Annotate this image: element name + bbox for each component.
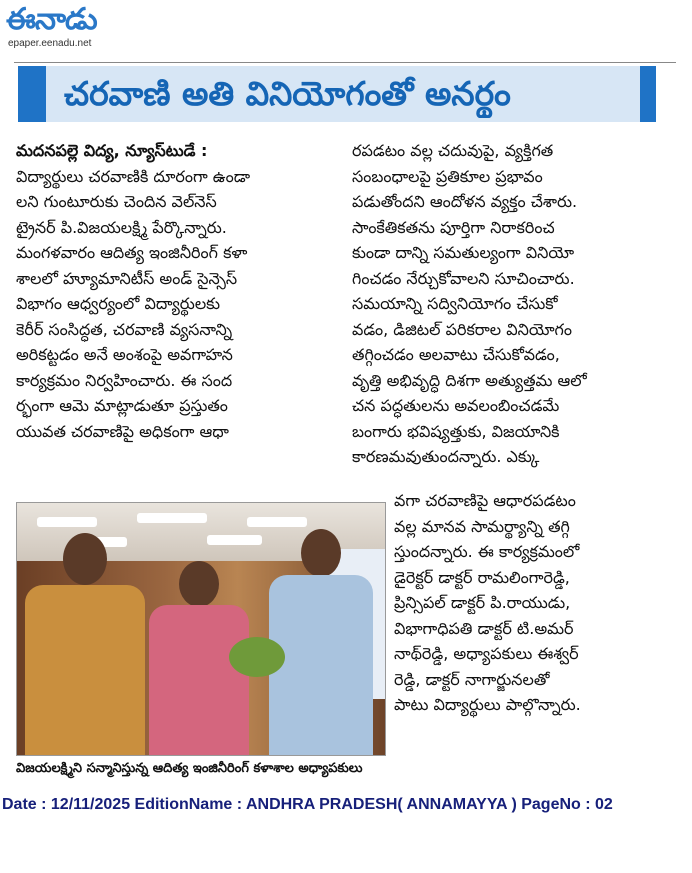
text-line: కుండా దాన్ని సమతుల్యంగా వినియో [352,243,575,262]
text-line: స్తుందన్నారు. ఈ కార్యక్రమంలో [394,542,580,561]
article-photo [16,502,386,756]
person-left [25,533,145,755]
text-line: ప్రిన్సిపల్ డాక్టర్ పి.రాయుడు, [394,593,571,612]
masthead-logo [6,2,146,52]
top-divider [14,62,676,63]
article-byline: మదనపల్లె విద్య, న్యూస్‌టుడే : [16,141,208,160]
text-line: రెడ్డి, డాక్టర్ నాగార్జునలతో [394,669,550,689]
edition-footer: Date : 12/11/2025 EditionName : ANDHRA PRADESH( ANNAMAYYA ) PageNo : 02 [2,796,613,813]
logo-wordmark: ఈనాడు [6,2,97,37]
ceiling-light [137,513,207,523]
headline-accent-left [18,66,46,122]
text-line: నాథ్‌రెడ్డి, అధ్యాపకులు ఈశ్వర్ [394,644,579,663]
text-line: వగా చరవాణిపై ఆధారపడటం [394,491,576,510]
text-line: గించడం నేర్చుకోవాలని సూచించారు. [352,268,575,288]
text-line: సాంకేతికతను పూర్తిగా నిరాకరించ [352,217,555,237]
text-line: డైరెక్టర్ డాక్టర్ రామలింగారెడ్డి, [394,567,570,587]
text-line: పడుతోందని ఆందోళన వ్యక్తం చేశారు. [352,192,578,211]
article-column-right-top [352,138,682,470]
text-line: కారణమవుతుందన్నారు. ఎక్కు [352,447,540,466]
text-line: సంబంధాలపై ప్రతికూల ప్రభావం [352,166,543,186]
text-line: విభాగాధిపతి డాక్టర్ టి.అమర్ [394,618,574,638]
text-line: మంగళవారం ఆదిత్య ఇంజినీరింగ్ కళా [16,243,248,262]
text-line: బంగారు భవిష్యత్తుకు, విజయానికి [352,421,560,441]
ceiling-light [247,517,307,527]
headline-accent-right [640,66,656,122]
text-line: ర్భంగా ఆమె మాట్లాడుతూ ప్రస్తుతం [16,396,228,415]
logo-url: epaper.eenadu.net [8,38,92,49]
article-column-right-bottom [394,488,682,718]
text-line: ట్రైనర్ పి.విజయలక్ష్మి పేర్కొన్నారు. [16,217,227,237]
text-line: చన పద్ధతులను అవలంబించడమే [352,396,560,415]
text-line: రపడటం వల్ల చదువుపై, వ్యక్తిగత [352,141,554,160]
ceiling-light [37,517,97,527]
text-line: పాటు విద్యార్థులు పాల్గొన్నారు. [394,695,581,714]
text-line: కార్యక్రమం నిర్వహించారు. ఈ సంద [16,370,233,390]
text-line: వడం, డిజిటల్ పరికరాల వినియోగం [352,319,572,339]
text-line: అరికట్టడం అనే అంశంపై అవగాహన [16,345,233,364]
text-line: సమయాన్ని సద్వినియోగం చేసుకో [352,294,558,313]
article-column-left [16,138,334,444]
ceiling-light [207,535,262,545]
bouquet [229,637,285,677]
photo-caption: విజయలక్ష్మిని సన్మానిస్తున్న ఆదిత్య ఇంజినీరింగ్ కళాశాల అధ్యాపకులు [16,761,363,776]
text-line: విభాగం ఆధ్వర్యంలో విద్యార్థులకు [16,294,221,313]
text-line: వృత్తి అభివృద్ధి దిశగా అత్యుత్తమ ఆలో [352,370,587,390]
text-line: తగ్గించడం అలవాటు చేసుకోవడం, [352,345,560,364]
text-line: వల్ల మానవ సామర్థ్యాన్ని తగ్గి [394,516,570,536]
text-line: శాలలో హ్యూమానిటీస్ అండ్ సైన్సెస్ [16,268,238,288]
text-line: కెరీర్ సంసిద్ధత, చరవాణి వ్యసనాన్ని [16,319,233,339]
article-headline: చరవాణి అతి వినియోగంతో అనర్థం [64,74,511,113]
text-line: లని గుంటూరుకు చెందిన వెల్‌నెస్ [16,192,217,211]
text-line: విద్యార్థులు చరవాణికి దూరంగా ఉండా [16,166,251,186]
text-line: యువత చరవాణిపై అధికంగా ఆధా [16,421,229,441]
